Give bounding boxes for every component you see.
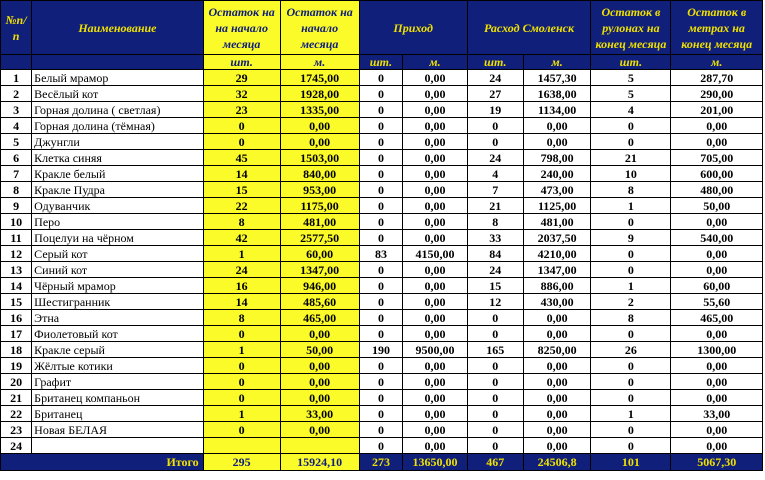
cell-start-pcs[interactable]: 0 (203, 422, 280, 438)
cell-end-m[interactable]: 465,00 (671, 310, 763, 326)
cell-num[interactable]: 20 (1, 374, 32, 390)
table-row (1, 70, 763, 86)
cell-start-m[interactable]: 33,00 (280, 406, 359, 422)
cell-income-m[interactable]: 0,00 (403, 406, 467, 422)
units-blank-num[interactable] (1, 55, 32, 70)
table-row (1, 214, 763, 230)
cell-end-rolls[interactable]: 8 (591, 182, 671, 198)
cell-end-m[interactable]: 540,00 (671, 230, 763, 246)
cell-name[interactable]: Горная долина ( светлая) (32, 102, 204, 118)
cell-num[interactable]: 11 (1, 230, 32, 246)
cell-income-pcs[interactable]: 0 (359, 406, 403, 422)
cell-name[interactable]: Кракле серый (32, 342, 204, 358)
table-body (1, 70, 763, 454)
cell-start-pcs[interactable]: 1 (203, 342, 280, 358)
cell-expense-m[interactable]: 1134,00 (523, 102, 591, 118)
cell-income-pcs[interactable]: 0 (359, 214, 403, 230)
cell-start-m[interactable]: 481,00 (280, 214, 359, 230)
cell-end-rolls[interactable]: 0 (591, 422, 671, 438)
cell-income-m[interactable]: 0,00 (403, 326, 467, 342)
cell-expense-m[interactable]: 473,00 (523, 182, 591, 198)
cell-num[interactable]: 15 (1, 294, 32, 310)
cell-income-m[interactable]: 0,00 (403, 422, 467, 438)
cell-expense-m[interactable]: 0,00 (523, 374, 591, 390)
cell-income-pcs[interactable]: 0 (359, 326, 403, 342)
cell-start-pcs[interactable]: 8 (203, 214, 280, 230)
cell-expense-m[interactable]: 0,00 (523, 422, 591, 438)
cell-end-rolls[interactable]: 1 (591, 406, 671, 422)
cell-start-pcs[interactable]: 14 (203, 294, 280, 310)
cell-start-pcs[interactable] (203, 438, 280, 454)
cell-start-pcs[interactable]: 14 (203, 166, 280, 182)
cell-end-rolls[interactable]: 21 (591, 150, 671, 166)
header-row (1, 1, 763, 55)
cell-name[interactable]: Весёлый кот (32, 86, 204, 102)
cell-income-pcs[interactable]: 83 (359, 246, 403, 262)
cell-end-rolls[interactable]: 0 (591, 262, 671, 278)
cell-end-rolls[interactable]: 0 (591, 390, 671, 406)
cell-name[interactable]: Этна (32, 310, 204, 326)
cell-name[interactable]: Белый мрамор (32, 70, 204, 86)
cell-num[interactable]: 23 (1, 422, 32, 438)
cell-expense-pcs[interactable]: 24 (467, 262, 523, 278)
cell-end-rolls[interactable]: 4 (591, 102, 671, 118)
cell-name[interactable]: Новая БЕЛАЯ (32, 422, 204, 438)
cell-num[interactable]: 10 (1, 214, 32, 230)
cell-end-rolls[interactable]: 0 (591, 358, 671, 374)
cell-start-pcs[interactable]: 0 (203, 390, 280, 406)
unit-start-pcs[interactable]: шт. (203, 55, 280, 70)
cell-num[interactable]: 24 (1, 438, 32, 454)
header-income[interactable]: Приход (359, 1, 467, 55)
cell-end-m[interactable]: 705,00 (671, 150, 763, 166)
header-num[interactable]: №п/п (1, 1, 32, 55)
cell-expense-pcs[interactable]: 0 (467, 406, 523, 422)
cell-start-pcs[interactable]: 45 (203, 150, 280, 166)
cell-income-m[interactable]: 0,00 (403, 374, 467, 390)
cell-income-pcs[interactable]: 0 (359, 150, 403, 166)
cell-start-m[interactable]: 1335,00 (280, 102, 359, 118)
cell-expense-m[interactable]: 886,00 (523, 278, 591, 294)
cell-income-pcs[interactable]: 0 (359, 102, 403, 118)
cell-num[interactable]: 9 (1, 198, 32, 214)
cell-end-rolls[interactable]: 8 (591, 310, 671, 326)
total-expense-pcs[interactable]: 467 (467, 454, 523, 471)
cell-end-rolls[interactable]: 0 (591, 134, 671, 150)
table-row (1, 422, 763, 438)
cell-expense-m[interactable]: 4210,00 (523, 246, 591, 262)
cell-start-m[interactable]: 953,00 (280, 182, 359, 198)
cell-name[interactable]: Шестигранник (32, 294, 204, 310)
cell-num[interactable]: 3 (1, 102, 32, 118)
cell-end-m[interactable]: 480,00 (671, 182, 763, 198)
cell-num[interactable]: 6 (1, 150, 32, 166)
cell-expense-pcs[interactable]: 24 (467, 150, 523, 166)
cell-expense-m[interactable]: 0,00 (523, 406, 591, 422)
cell-expense-pcs[interactable]: 0 (467, 118, 523, 134)
cell-expense-m[interactable]: 1125,00 (523, 198, 591, 214)
cell-end-m[interactable]: 50,00 (671, 198, 763, 214)
cell-start-m[interactable]: 0,00 (280, 118, 359, 134)
cell-income-m[interactable]: 0,00 (403, 310, 467, 326)
cell-income-m[interactable]: 0,00 (403, 390, 467, 406)
cell-expense-m[interactable]: 798,00 (523, 150, 591, 166)
table-row (1, 246, 763, 262)
cell-name[interactable]: Серый кот (32, 246, 204, 262)
cell-start-pcs[interactable]: 23 (203, 102, 280, 118)
cell-end-m[interactable]: 201,00 (671, 102, 763, 118)
cell-start-pcs[interactable]: 0 (203, 374, 280, 390)
cell-end-rolls[interactable]: 2 (591, 294, 671, 310)
total-income-pcs[interactable]: 273 (359, 454, 403, 471)
cell-start-m[interactable]: 0,00 (280, 134, 359, 150)
cell-income-m[interactable]: 0,00 (403, 262, 467, 278)
cell-start-pcs[interactable]: 24 (203, 262, 280, 278)
cell-end-rolls[interactable]: 5 (591, 70, 671, 86)
cell-income-m[interactable]: 0,00 (403, 198, 467, 214)
header-start-m[interactable]: Остаток на начало месяца (280, 1, 359, 55)
cell-expense-m[interactable]: 0,00 (523, 118, 591, 134)
cell-expense-m[interactable]: 0,00 (523, 390, 591, 406)
cell-num[interactable]: 17 (1, 326, 32, 342)
cell-name[interactable]: Чёрный мрамор (32, 278, 204, 294)
cell-name[interactable]: Клетка синяя (32, 150, 204, 166)
unit-start-m[interactable]: м. (280, 55, 359, 70)
cell-end-m[interactable]: 0,00 (671, 390, 763, 406)
cell-name[interactable]: Графит (32, 374, 204, 390)
cell-expense-m[interactable]: 0,00 (523, 438, 591, 454)
table-row (1, 182, 763, 198)
cell-expense-m[interactable]: 1638,00 (523, 86, 591, 102)
cell-expense-pcs[interactable]: 84 (467, 246, 523, 262)
cell-expense-m[interactable]: 8250,00 (523, 342, 591, 358)
cell-start-m[interactable]: 1745,00 (280, 70, 359, 86)
cell-num[interactable]: 1 (1, 70, 32, 86)
cell-expense-pcs[interactable]: 0 (467, 374, 523, 390)
cell-end-m[interactable]: 600,00 (671, 166, 763, 182)
table-row (1, 406, 763, 422)
cell-start-pcs[interactable]: 0 (203, 118, 280, 134)
units-blank-name[interactable] (32, 55, 204, 70)
total-income-m[interactable]: 13650,00 (403, 454, 467, 471)
cell-end-m[interactable]: 0,00 (671, 422, 763, 438)
table-row (1, 166, 763, 182)
cell-expense-m[interactable]: 0,00 (523, 310, 591, 326)
cell-expense-pcs[interactable]: 27 (467, 86, 523, 102)
cell-income-pcs[interactable]: 0 (359, 166, 403, 182)
cell-income-pcs[interactable]: 0 (359, 358, 403, 374)
cell-income-m[interactable]: 0,00 (403, 230, 467, 246)
header-start-pcs[interactable]: Остаток на на начало месяца (203, 1, 280, 55)
cell-name[interactable]: Британец компаньон (32, 390, 204, 406)
cell-income-m[interactable]: 0,00 (403, 294, 467, 310)
table-row (1, 326, 763, 342)
cell-income-pcs[interactable]: 0 (359, 374, 403, 390)
cell-start-m[interactable]: 60,00 (280, 246, 359, 262)
table-row (1, 134, 763, 150)
cell-num[interactable]: 16 (1, 310, 32, 326)
cell-start-pcs[interactable]: 42 (203, 230, 280, 246)
cell-start-m[interactable]: 0,00 (280, 390, 359, 406)
cell-num[interactable]: 5 (1, 134, 32, 150)
cell-end-rolls[interactable]: 9 (591, 230, 671, 246)
cell-start-m[interactable] (280, 438, 359, 454)
cell-expense-pcs[interactable]: 0 (467, 438, 523, 454)
cell-end-rolls[interactable]: 5 (591, 86, 671, 102)
table-row (1, 86, 763, 102)
totals-label[interactable]: Итого (1, 454, 204, 471)
cell-expense-pcs[interactable]: 24 (467, 70, 523, 86)
cell-income-pcs[interactable]: 0 (359, 390, 403, 406)
table-row (1, 278, 763, 294)
unit-end-m[interactable]: м. (671, 55, 763, 70)
cell-start-pcs[interactable]: 1 (203, 246, 280, 262)
cell-expense-m[interactable]: 1347,00 (523, 262, 591, 278)
cell-income-pcs[interactable]: 0 (359, 118, 403, 134)
cell-expense-m[interactable]: 2037,50 (523, 230, 591, 246)
units-row (1, 55, 763, 70)
cell-end-m[interactable]: 0,00 (671, 118, 763, 134)
cell-expense-pcs[interactable]: 33 (467, 230, 523, 246)
unit-income-pcs[interactable]: шт. (359, 55, 403, 70)
cell-num[interactable]: 18 (1, 342, 32, 358)
cell-end-rolls[interactable]: 26 (591, 342, 671, 358)
total-end-m[interactable]: 5067,30 (671, 454, 763, 471)
cell-expense-pcs[interactable]: 0 (467, 134, 523, 150)
cell-start-m[interactable]: 0,00 (280, 374, 359, 390)
cell-income-m[interactable]: 9500,00 (403, 342, 467, 358)
cell-income-m[interactable]: 0,00 (403, 86, 467, 102)
unit-expense-m[interactable]: м. (523, 55, 591, 70)
cell-expense-pcs[interactable]: 0 (467, 422, 523, 438)
table-row (1, 294, 763, 310)
cell-end-m[interactable]: 0,00 (671, 438, 763, 454)
cell-end-rolls[interactable]: 0 (591, 214, 671, 230)
cell-expense-m[interactable]: 1457,30 (523, 70, 591, 86)
cell-num[interactable]: 21 (1, 390, 32, 406)
cell-income-pcs[interactable]: 0 (359, 310, 403, 326)
cell-expense-m[interactable]: 0,00 (523, 326, 591, 342)
cell-end-m[interactable]: 287,70 (671, 70, 763, 86)
unit-income-m[interactable]: м. (403, 55, 467, 70)
cell-income-m[interactable]: 0,00 (403, 118, 467, 134)
cell-num[interactable]: 2 (1, 86, 32, 102)
cell-start-pcs[interactable]: 0 (203, 358, 280, 374)
cell-start-pcs[interactable]: 1 (203, 406, 280, 422)
cell-start-m[interactable]: 465,00 (280, 310, 359, 326)
cell-start-pcs[interactable]: 0 (203, 326, 280, 342)
cell-end-rolls[interactable]: 0 (591, 326, 671, 342)
cell-income-pcs[interactable]: 0 (359, 182, 403, 198)
cell-end-m[interactable]: 60,00 (671, 278, 763, 294)
cell-expense-pcs[interactable]: 0 (467, 390, 523, 406)
cell-name[interactable]: Фиолетовый кот (32, 326, 204, 342)
cell-start-pcs[interactable]: 15 (203, 182, 280, 198)
cell-income-m[interactable]: 0,00 (403, 214, 467, 230)
unit-expense-pcs[interactable]: шт. (467, 55, 523, 70)
cell-income-m[interactable]: 0,00 (403, 438, 467, 454)
cell-expense-pcs[interactable]: 0 (467, 358, 523, 374)
cell-income-pcs[interactable]: 0 (359, 262, 403, 278)
cell-expense-pcs[interactable]: 0 (467, 326, 523, 342)
cell-start-m[interactable]: 946,00 (280, 278, 359, 294)
cell-name[interactable]: Жёлтые котики (32, 358, 204, 374)
total-start-m[interactable]: 15924,10 (280, 454, 359, 471)
cell-end-m[interactable]: 0,00 (671, 214, 763, 230)
cell-start-pcs[interactable]: 0 (203, 134, 280, 150)
cell-income-m[interactable]: 0,00 (403, 102, 467, 118)
cell-num[interactable]: 22 (1, 406, 32, 422)
cell-num[interactable]: 8 (1, 182, 32, 198)
cell-end-rolls[interactable]: 10 (591, 166, 671, 182)
cell-income-pcs[interactable]: 0 (359, 422, 403, 438)
cell-name[interactable]: Джунгли (32, 134, 204, 150)
cell-num[interactable]: 12 (1, 246, 32, 262)
cell-expense-pcs[interactable]: 19 (467, 102, 523, 118)
table-row (1, 118, 763, 134)
cell-name[interactable]: Британец (32, 406, 204, 422)
cell-income-pcs[interactable]: 0 (359, 230, 403, 246)
cell-num[interactable]: 19 (1, 358, 32, 374)
cell-end-rolls[interactable]: 0 (591, 374, 671, 390)
cell-expense-pcs[interactable]: 12 (467, 294, 523, 310)
cell-income-pcs[interactable]: 0 (359, 70, 403, 86)
cell-name[interactable]: Поцелуи на чёрном (32, 230, 204, 246)
cell-start-m[interactable]: 50,00 (280, 342, 359, 358)
cell-start-m[interactable]: 840,00 (280, 166, 359, 182)
cell-end-rolls[interactable]: 0 (591, 246, 671, 262)
cell-end-m[interactable]: 0,00 (671, 374, 763, 390)
cell-num[interactable]: 14 (1, 278, 32, 294)
cell-start-m[interactable]: 0,00 (280, 358, 359, 374)
table-row (1, 390, 763, 406)
cell-income-m[interactable]: 0,00 (403, 278, 467, 294)
cell-start-m[interactable]: 1347,00 (280, 262, 359, 278)
cell-income-pcs[interactable]: 0 (359, 86, 403, 102)
table-row (1, 310, 763, 326)
cell-expense-pcs[interactable]: 7 (467, 182, 523, 198)
cell-end-m[interactable]: 0,00 (671, 134, 763, 150)
cell-expense-pcs[interactable]: 8 (467, 214, 523, 230)
table-row (1, 358, 763, 374)
table-row (1, 198, 763, 214)
table-row (1, 230, 763, 246)
cell-income-pcs[interactable]: 0 (359, 198, 403, 214)
cell-name[interactable]: Перо (32, 214, 204, 230)
cell-end-m[interactable]: 0,00 (671, 358, 763, 374)
cell-end-rolls[interactable]: 0 (591, 118, 671, 134)
cell-expense-m[interactable]: 0,00 (523, 134, 591, 150)
cell-expense-m[interactable]: 240,00 (523, 166, 591, 182)
cell-income-m[interactable]: 4150,00 (403, 246, 467, 262)
cell-name[interactable] (32, 438, 204, 454)
cell-income-m[interactable]: 0,00 (403, 182, 467, 198)
cell-name[interactable]: Горная долина (тёмная) (32, 118, 204, 134)
cell-start-pcs[interactable]: 8 (203, 310, 280, 326)
cell-income-m[interactable]: 0,00 (403, 70, 467, 86)
total-expense-m[interactable]: 24506,8 (523, 454, 591, 471)
cell-income-m[interactable]: 0,00 (403, 166, 467, 182)
cell-income-pcs[interactable]: 0 (359, 134, 403, 150)
cell-start-m[interactable]: 1175,00 (280, 198, 359, 214)
unit-end-rolls[interactable]: шт. (591, 55, 671, 70)
cell-end-m[interactable]: 55,60 (671, 294, 763, 310)
cell-start-m[interactable]: 0,00 (280, 422, 359, 438)
table-row (1, 102, 763, 118)
cell-expense-pcs[interactable]: 21 (467, 198, 523, 214)
table-row (1, 150, 763, 166)
cell-expense-pcs[interactable]: 4 (467, 166, 523, 182)
cell-start-pcs[interactable]: 32 (203, 86, 280, 102)
table-row (1, 374, 763, 390)
cell-start-pcs[interactable]: 16 (203, 278, 280, 294)
cell-start-m[interactable]: 1928,00 (280, 86, 359, 102)
header-end-m[interactable]: Остаток в метрах на конец месяца (671, 1, 763, 55)
total-start-pcs[interactable]: 295 (203, 454, 280, 471)
cell-end-m[interactable]: 33,00 (671, 406, 763, 422)
cell-expense-m[interactable]: 481,00 (523, 214, 591, 230)
cell-end-rolls[interactable]: 0 (591, 438, 671, 454)
cell-start-pcs[interactable]: 22 (203, 198, 280, 214)
cell-income-m[interactable]: 0,00 (403, 358, 467, 374)
cell-start-m[interactable]: 2577,50 (280, 230, 359, 246)
totals-row (1, 454, 763, 471)
cell-expense-m[interactable]: 430,00 (523, 294, 591, 310)
cell-end-m[interactable]: 0,00 (671, 246, 763, 262)
table-row (1, 342, 763, 358)
cell-name[interactable]: Кракле белый (32, 166, 204, 182)
cell-num[interactable]: 13 (1, 262, 32, 278)
cell-end-m[interactable]: 290,00 (671, 86, 763, 102)
cell-end-m[interactable]: 0,00 (671, 262, 763, 278)
cell-end-rolls[interactable]: 1 (591, 278, 671, 294)
cell-end-rolls[interactable]: 1 (591, 198, 671, 214)
header-expense[interactable]: Расход Смоленск (467, 1, 591, 55)
cell-income-pcs[interactable]: 0 (359, 294, 403, 310)
header-end-rolls[interactable]: Остаток в рулонах на конец месяца (591, 1, 671, 55)
cell-income-m[interactable]: 0,00 (403, 134, 467, 150)
cell-expense-pcs[interactable]: 0 (467, 310, 523, 326)
cell-end-m[interactable]: 0,00 (671, 326, 763, 342)
cell-income-pcs[interactable]: 190 (359, 342, 403, 358)
cell-num[interactable]: 4 (1, 118, 32, 134)
cell-end-m[interactable]: 1300,00 (671, 342, 763, 358)
cell-name[interactable]: Кракле Пудра (32, 182, 204, 198)
header-name[interactable]: Наименование (32, 1, 204, 55)
cell-income-pcs[interactable]: 0 (359, 278, 403, 294)
table-row (1, 438, 763, 454)
cell-start-m[interactable]: 1503,00 (280, 150, 359, 166)
cell-num[interactable]: 7 (1, 166, 32, 182)
cell-expense-m[interactable]: 0,00 (523, 358, 591, 374)
total-end-rolls[interactable]: 101 (591, 454, 671, 471)
cell-income-m[interactable]: 0,00 (403, 150, 467, 166)
cell-start-pcs[interactable]: 29 (203, 70, 280, 86)
cell-name[interactable]: Одуванчик (32, 198, 204, 214)
cell-start-m[interactable]: 485,60 (280, 294, 359, 310)
cell-start-m[interactable]: 0,00 (280, 326, 359, 342)
cell-expense-pcs[interactable]: 165 (467, 342, 523, 358)
cell-income-pcs[interactable]: 0 (359, 438, 403, 454)
table-row (1, 262, 763, 278)
cell-name[interactable]: Синий кот (32, 262, 204, 278)
cell-expense-pcs[interactable]: 15 (467, 278, 523, 294)
